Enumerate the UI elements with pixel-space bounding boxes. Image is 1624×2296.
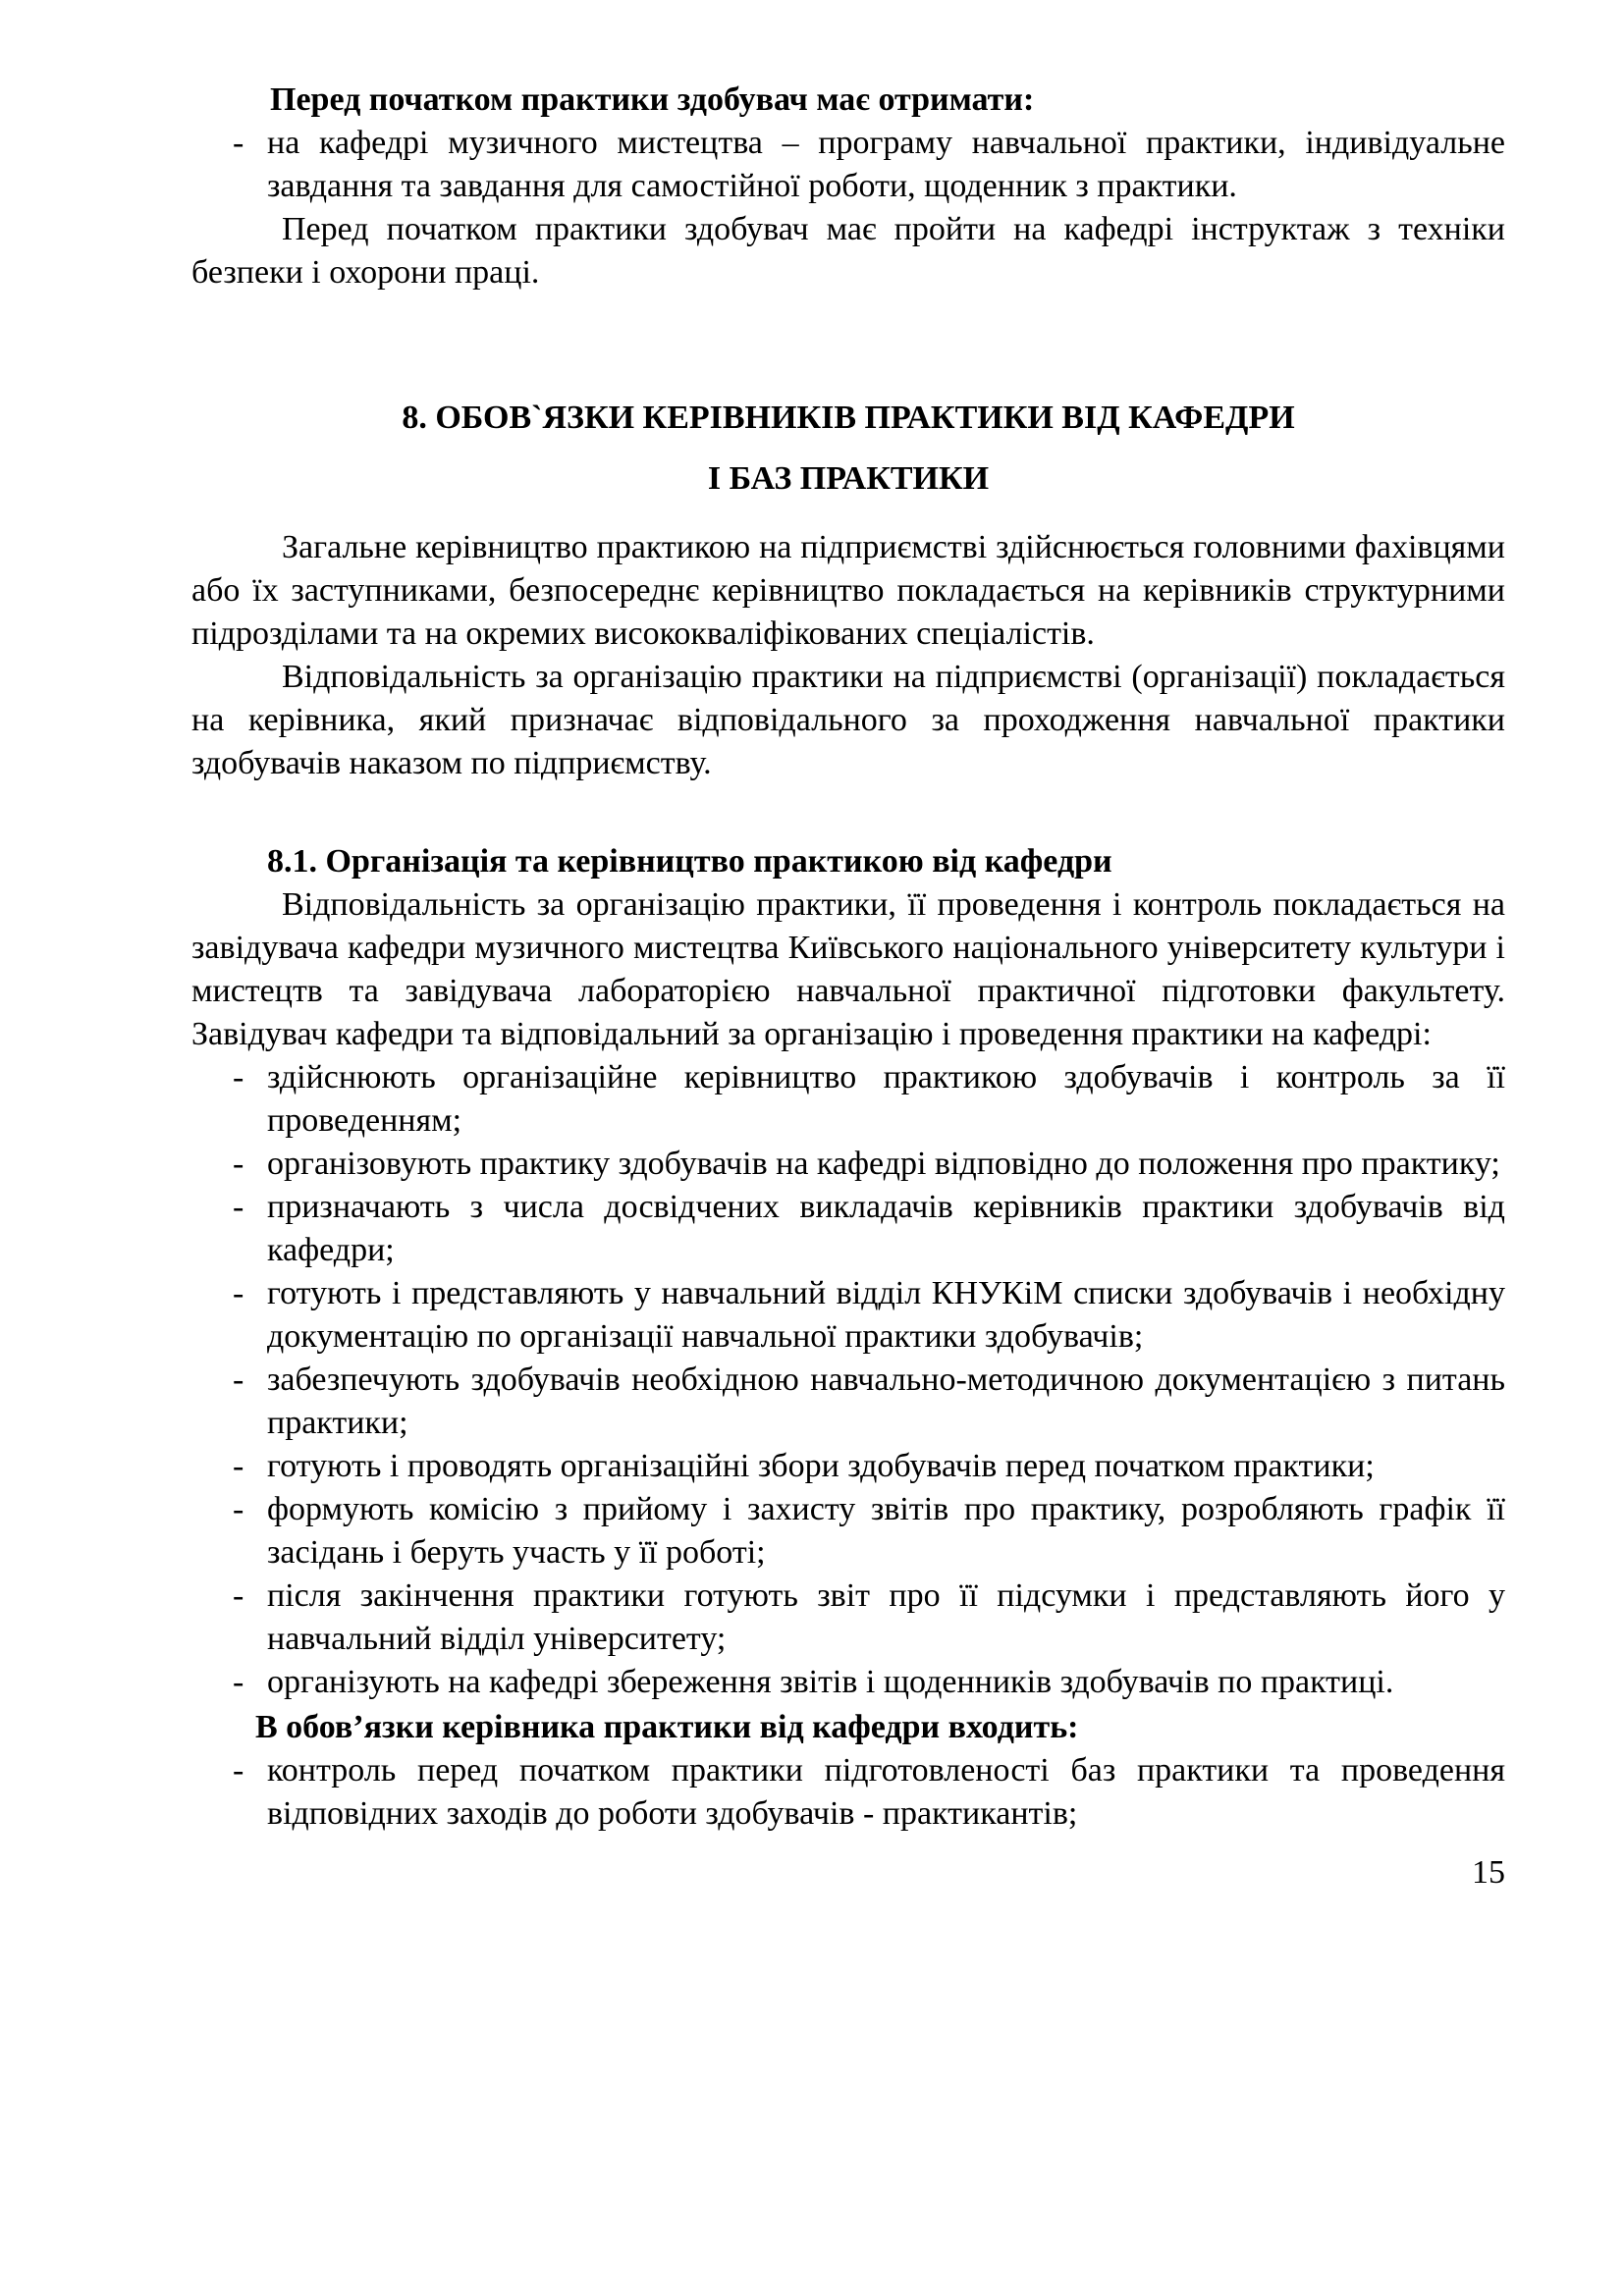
section-8-1-heading: 8.1. Організація та керівництво практикою від кафедри bbox=[267, 843, 1112, 880]
bullet-text: організують на кафедрі збереження звітів і щоденників здобувачів по практиці. bbox=[267, 1664, 1394, 1700]
bullet-text: готують і представляють у навчальний відділ КНУКіМ списки здобувачів і необхідну документацію по організації навчальної практики здобувачів; bbox=[267, 1275, 1505, 1355]
bullet-text: після закінчення практики готують звіт про її підсумки і представляють його у навчальний відділ університету; bbox=[267, 1577, 1505, 1657]
section-8-heading-line1: 8. ОБОВ`ЯЗКИ КЕРІВНИКІВ ПРАКТИКИ ВІД КАФЕДРИ bbox=[402, 400, 1295, 436]
list-item bbox=[191, 122, 1505, 208]
intro-paragraph: Перед початком практики здобувач має пройти на кафедрі інструктаж з техніки безпеки і охорони праці. bbox=[191, 211, 1505, 291]
section-8-paragraph-1: Загальне керівництво практикою на підприємстві здійснюється головними фахівцями або їх заступниками, безпосереднє керівництво покладається на керівників структурними підрозділами та на окремих висококваліфікованих спеціалістів. bbox=[191, 529, 1505, 652]
bullet-dash: - bbox=[233, 1664, 244, 1700]
bullet-dash: - bbox=[233, 1146, 244, 1182]
bullet-dash: - bbox=[233, 1448, 244, 1484]
bullet-text: формують комісію з прийому і захисту звітів про практику, розробляють графік її засідань і беруть участь у її роботі; bbox=[267, 1491, 1505, 1571]
intro-lead-bold: Перед початком практики здобувач має отримати: bbox=[270, 81, 1035, 118]
bullet-dash: - bbox=[233, 1189, 244, 1225]
list-item bbox=[191, 1272, 1505, 1359]
page-number: 15 bbox=[1472, 1854, 1505, 1891]
bullet-dash: - bbox=[233, 1752, 244, 1789]
section-8-heading-line2: І БАЗ ПРАКТИКИ bbox=[707, 460, 990, 497]
list-item bbox=[191, 1143, 1505, 1186]
list-item bbox=[191, 1056, 1505, 1143]
list-item bbox=[191, 1359, 1505, 1445]
list-item bbox=[191, 1186, 1505, 1272]
bullet-text: готують і проводять організаційні збори здобувачів перед початком практики; bbox=[267, 1448, 1375, 1484]
duties-lead-bold: В обов’язки керівника практики від кафедри входить: bbox=[255, 1709, 1079, 1745]
bullet-dash: - bbox=[233, 1577, 244, 1614]
bullet-text: призначають з числа досвідчених викладачів керівників практики здобувачів від кафедри; bbox=[267, 1189, 1505, 1268]
list-item bbox=[191, 1575, 1505, 1661]
bullet-text: контроль перед початком практики підготовленості баз практики та проведення відповідних заходів до роботи здобувачів - практикантів; bbox=[267, 1752, 1505, 1832]
bullet-text: на кафедрі музичного мистецтва – програму навчальної практики, індивідуальне завдання та завдання для самостійної роботи, щоденник з практики. bbox=[267, 125, 1505, 204]
list-item bbox=[191, 1749, 1505, 1836]
section-8-heading bbox=[191, 388, 1505, 509]
section-8-paragraph-2: Відповідальність за організацію практики на підприємстві (організації) покладається на керівника, який призначає відповідального за проходження навчальної практики здобувачів наказом по підприємству. bbox=[191, 659, 1505, 781]
list-item bbox=[191, 1488, 1505, 1575]
bullet-text: забезпечують здобувачів необхідною навчально-методичною документацією з питань практики; bbox=[267, 1362, 1505, 1441]
bullet-dash: - bbox=[233, 1275, 244, 1311]
bullet-text: здійснюють організаційне керівництво практикою здобувачів і контроль за її проведенням; bbox=[267, 1059, 1505, 1139]
section-8-1-paragraph: Відповідальність за організацію практики, її проведення і контроль покладається на завідувача кафедри музичного мистецтва Київського національного університету культури і мистецтв та завідувача лабораторією навчальної практичної підготовки факультету. Завідувач кафедри та відповідальний за організацію і проведення практики на кафедрі: bbox=[191, 886, 1505, 1052]
list-item bbox=[191, 1445, 1505, 1488]
bullet-text: організовують практику здобувачів на кафедрі відповідно до положення про практику; bbox=[267, 1146, 1500, 1182]
list-item bbox=[191, 1661, 1505, 1704]
bullet-dash: - bbox=[233, 125, 244, 161]
bullet-dash: - bbox=[233, 1491, 244, 1527]
bullet-dash: - bbox=[233, 1059, 244, 1095]
bullet-dash: - bbox=[233, 1362, 244, 1398]
